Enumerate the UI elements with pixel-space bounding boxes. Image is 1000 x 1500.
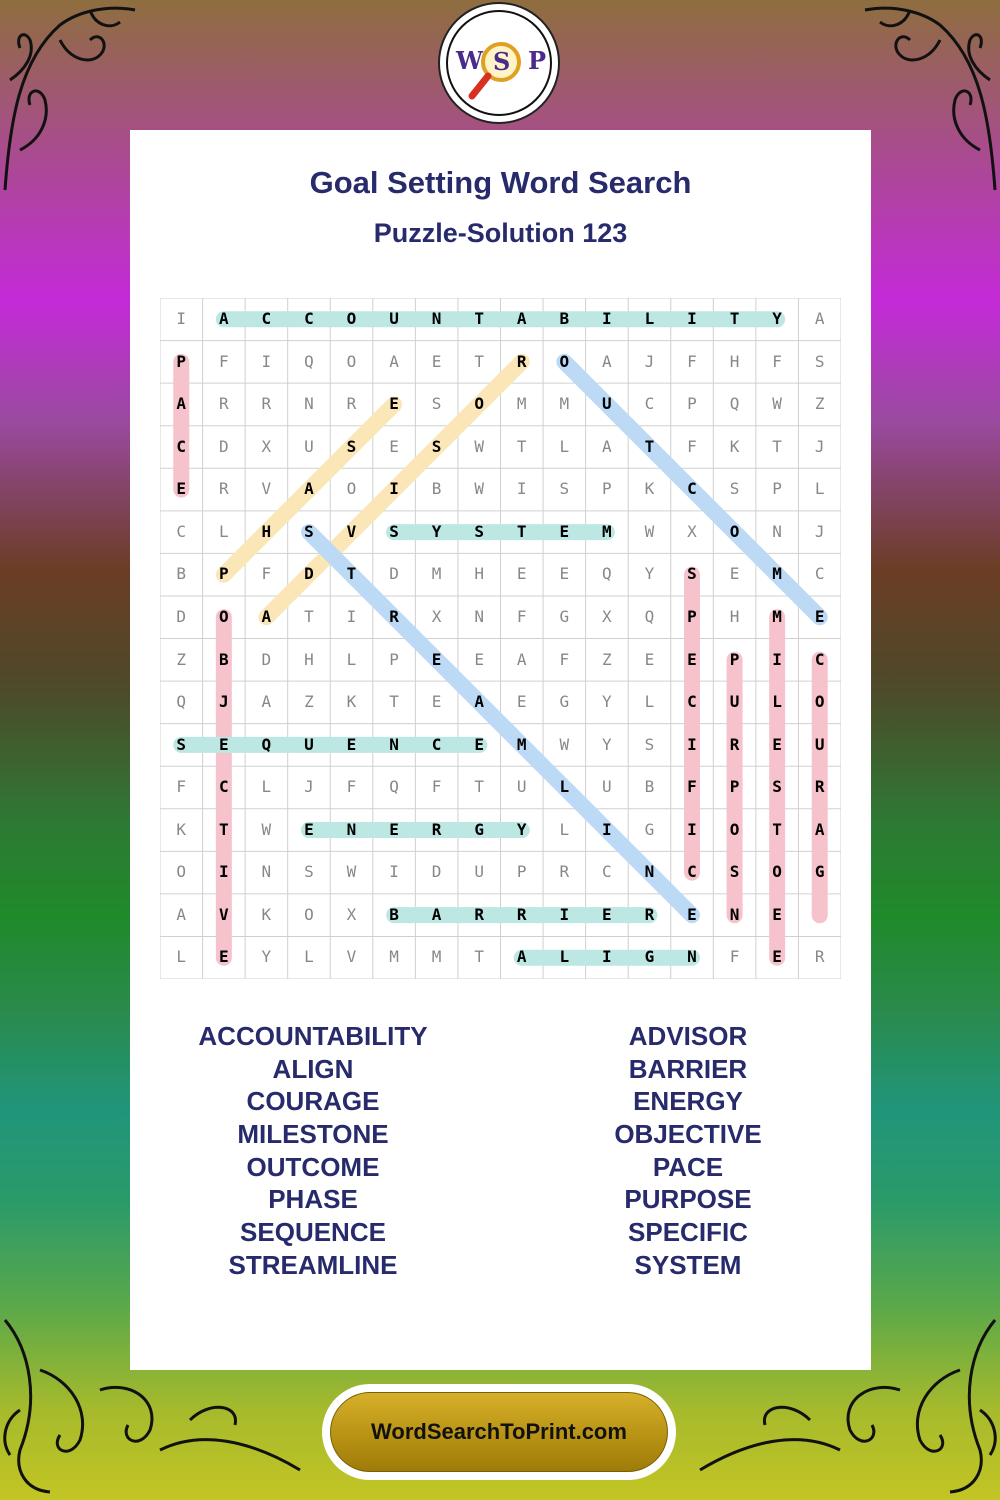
grid-cell[interactable]: O [729,819,740,839]
grid-cell[interactable]: U [516,777,527,797]
grid-cell[interactable]: A [261,606,272,626]
grid-cell[interactable]: A [176,394,187,414]
grid-cell[interactable]: O [176,862,187,882]
grid-cell[interactable]: B [559,309,570,328]
grid-cell[interactable]: C [176,436,187,456]
grid-cell[interactable]: E [772,947,782,967]
grid-cell[interactable]: T [772,436,782,456]
grid-cell[interactable]: J [644,351,655,371]
grid-cell[interactable]: Y [602,692,612,712]
website-url: WordSearchToPrint.com [371,1419,627,1444]
grid-cell[interactable]: A [431,904,442,924]
grid-cell[interactable]: S [304,521,314,541]
grid-cell[interactable]: T [346,564,357,584]
grid-cell[interactable]: T [474,351,484,371]
grid-cell[interactable]: E [346,734,357,754]
grid-cell[interactable]: R [389,606,399,626]
grid-cell[interactable]: K [261,904,272,924]
grid-cell[interactable]: S [176,734,187,754]
grid-cell[interactable]: K [644,479,655,499]
grid-cell[interactable]: W [474,436,484,456]
grid-cell[interactable]: C [644,394,655,414]
grid-cell[interactable]: A [516,947,527,967]
grid-cell[interactable]: A [474,692,484,712]
grid-cell[interactable]: D [218,436,229,456]
grid-cell[interactable]: N [644,862,655,882]
grid-cell[interactable]: P [218,564,229,584]
grid-cell[interactable]: N [389,734,399,754]
grid-cell[interactable]: I [218,862,229,882]
grid-cell[interactable]: D [304,564,314,584]
grid-cell[interactable]: Q [644,606,655,626]
logo-ring [446,10,552,116]
grid-cell[interactable]: W [644,521,655,541]
grid-cell[interactable]: N [474,606,484,626]
grid-cell[interactable]: G [644,947,655,967]
grid-cell[interactable]: P [602,479,612,499]
grid-cell[interactable]: H [304,649,314,669]
grid-cell[interactable]: M [772,606,782,626]
word-list-item: SPECIFIC [628,1217,748,1248]
grid-cell[interactable]: U [304,734,314,754]
grid-cell[interactable]: R [474,904,484,924]
grid-cell[interactable]: A [516,649,527,669]
grid-cell[interactable]: T [389,692,399,712]
grid-cell[interactable]: S [644,734,655,754]
grid-cell[interactable]: D [176,606,187,626]
grid-cell[interactable]: Y [602,734,612,754]
grid-cell[interactable]: F [176,777,187,797]
grid-cell[interactable]: A [304,479,314,499]
grid-cell[interactable]: T [474,777,484,797]
grid-cell[interactable]: I [176,309,187,328]
grid-cell[interactable]: M [772,564,782,584]
grid-cell[interactable]: E [218,947,229,967]
grid-cell[interactable]: E [389,436,399,456]
grid-cell[interactable]: Q [729,394,740,414]
grid-cell[interactable]: S [559,479,570,499]
grid-cell[interactable]: F [729,947,740,967]
grid-cell[interactable]: L [304,947,314,967]
grid-cell[interactable]: H [729,606,740,626]
grid-cell[interactable]: P [687,606,697,626]
grid-cell[interactable]: L [559,436,570,456]
grid-cell[interactable]: T [516,521,527,541]
grid-cell[interactable]: S [474,521,484,541]
logo-letter-p: P [528,46,547,75]
grid-cell[interactable]: P [772,479,782,499]
grid-cell[interactable]: U [304,436,314,456]
grid-cell[interactable]: M [602,521,612,541]
grid-cell[interactable]: E [814,606,825,626]
grid-cell[interactable]: R [346,394,357,414]
word-list-item: PURPOSE [624,1184,752,1215]
grid-cell[interactable]: N [431,309,442,328]
word-list-left [148,1020,478,1282]
grid-cell[interactable]: L [176,947,187,967]
grid-cell[interactable]: S [687,564,697,584]
word-list-item: BARRIER [628,1053,748,1084]
word-list-item: OUTCOME [246,1151,380,1182]
word-list-item: COURAGE [246,1086,380,1117]
grid-cell[interactable]: A [814,309,825,328]
grid-cell[interactable]: E [389,394,399,414]
grid-cell[interactable]: F [346,777,357,797]
grid-cell[interactable]: Y [772,309,782,328]
grid-cell[interactable]: F [559,649,570,669]
grid-cell[interactable]: R [261,394,272,414]
logo-letter-s: S [493,47,511,76]
grid-cell[interactable]: I [389,479,399,499]
grid-cell[interactable]: Q [176,692,187,712]
grid-cell[interactable]: V [218,904,229,924]
grid-cell[interactable]: Z [602,649,612,669]
grid-cell[interactable]: Q [389,777,399,797]
grid-cell[interactable]: C [687,479,697,499]
grid-cell[interactable]: B [431,479,442,499]
grid-cell[interactable]: A [814,819,825,839]
word-search-grid [160,298,841,979]
grid-cell[interactable]: E [474,649,484,669]
grid-cell[interactable]: R [814,947,825,967]
grid-cell[interactable]: S [431,394,442,414]
grid-cell[interactable]: L [559,819,570,839]
grid-cell[interactable]: S [729,862,740,882]
grid-cell[interactable]: S [772,777,782,797]
grid-cell[interactable]: E [389,819,399,839]
grid-cell[interactable]: I [687,819,697,839]
grid-cell[interactable]: I [261,351,272,371]
grid-cell[interactable]: E [516,564,527,584]
grid-cell[interactable]: X [261,436,272,456]
corner-ornament-top-left [0,0,140,200]
grid-cell[interactable]: W [559,734,570,754]
grid-cell[interactable]: W [772,394,782,414]
grid-cell[interactable]: V [261,479,272,499]
grid-cell[interactable]: M [431,564,442,584]
grid-cell[interactable]: H [261,521,272,541]
grid-cell[interactable]: R [729,734,740,754]
grid-cell[interactable]: T [218,819,229,839]
grid-cell[interactable]: U [602,777,612,797]
grid-cell[interactable]: F [261,564,272,584]
grid-cell[interactable]: A [218,309,229,328]
grid-cell[interactable]: E [474,734,484,754]
grid-cell[interactable]: I [602,819,612,839]
logo-letter-w: W [456,46,483,75]
grid-cell[interactable]: M [516,394,527,414]
grid-cell[interactable]: E [176,479,187,499]
grid-cell[interactable]: L [559,777,570,797]
grid-cell[interactable]: L [644,309,655,328]
grid-cell[interactable]: E [431,351,442,371]
grid-cell[interactable]: T [474,947,484,967]
grid-cell[interactable]: I [687,309,697,328]
grid-cell[interactable]: F [431,777,442,797]
grid-cell[interactable]: T [516,436,527,456]
grid-cell[interactable]: T [304,606,314,626]
page-title: Goal Setting Word Search [309,165,692,200]
grid-cell[interactable]: E [687,649,697,669]
grid-cell[interactable]: G [644,819,655,839]
grid-cell[interactable]: B [389,904,399,924]
grid-cell[interactable]: E [559,521,570,541]
grid-cell[interactable]: R [431,819,442,839]
grid-cell[interactable]: T [772,819,782,839]
website-button[interactable] [322,1384,676,1480]
grid-cell[interactable]: M [389,947,399,967]
grid-cell[interactable]: U [474,862,484,882]
grid-cell[interactable]: Z [814,394,825,414]
grid-cell[interactable]: T [644,436,655,456]
grid-cell[interactable]: O [218,606,229,626]
grid-cell[interactable]: E [644,649,655,669]
grid-cell[interactable]: C [176,521,187,541]
grid-cell[interactable]: S [304,862,314,882]
grid-cell[interactable]: I [346,606,357,626]
grid-cell[interactable]: I [772,649,782,669]
grid-cell[interactable]: Q [602,564,612,584]
grid-cell[interactable]: D [261,649,272,669]
grid-cell[interactable]: F [687,436,697,456]
grid-cell[interactable]: J [218,692,229,712]
grid-cell[interactable]: C [431,734,442,754]
grid-cell[interactable]: M [431,947,442,967]
grid-cell[interactable]: C [261,309,272,328]
word-list-item: SYSTEM [634,1249,742,1280]
word-list-right [523,1020,853,1282]
grid-cell[interactable]: I [389,862,399,882]
grid-cell[interactable]: L [346,649,357,669]
grid-cell[interactable]: A [602,436,612,456]
grid-cell[interactable]: W [346,862,357,882]
grid-cell[interactable]: B [176,564,187,584]
grid-cell[interactable]: R [559,862,570,882]
grid-cell[interactable]: N [261,862,272,882]
grid-cell[interactable]: K [346,692,357,712]
word-list-item: OBJECTIVE [614,1119,762,1150]
grid-cell[interactable]: I [602,947,612,967]
grid-cell[interactable]: G [559,606,570,626]
grid-cell[interactable]: W [474,479,484,499]
grid-cell[interactable]: Y [644,564,655,584]
grid-cell[interactable]: E [431,649,442,669]
grid-cell[interactable]: Z [304,692,314,712]
grid-cell[interactable]: L [218,521,229,541]
grid-cell[interactable]: J [814,521,825,541]
grid-cell[interactable]: P [176,351,187,371]
grid-cell[interactable]: E [602,904,612,924]
grid-cell[interactable]: R [814,777,825,797]
grid-cell[interactable]: A [602,351,612,371]
word-list-item: MILESTONE [237,1119,389,1150]
grid-cell[interactable]: A [176,904,187,924]
grid-cell[interactable]: P [516,862,527,882]
grid-cell[interactable]: F [687,351,697,371]
grid-cell[interactable]: E [772,904,782,924]
grid-cell[interactable]: A [389,351,399,371]
grid-cell[interactable]: O [729,521,740,541]
grid-cell[interactable]: E [431,692,442,712]
grid-cell[interactable]: G [559,692,570,712]
grid-cell[interactable]: U [814,734,825,754]
grid-cell[interactable]: S [729,479,740,499]
grid-cell[interactable]: K [176,819,187,839]
grid-cell[interactable]: R [644,904,655,924]
grid-cell[interactable]: X [602,606,612,626]
grid-cell[interactable]: A [516,309,527,328]
grid-cell[interactable]: B [218,649,229,669]
grid-cell[interactable]: Q [304,351,314,371]
word-list-item: PACE [652,1151,724,1182]
grid-cell[interactable]: X [346,904,357,924]
grid-cell[interactable]: O [474,394,484,414]
grid-cell[interactable]: S [389,521,399,541]
grid-cell[interactable]: R [516,904,527,924]
grid-cell[interactable]: I [602,309,612,328]
word-list-item: PHASE [268,1184,358,1215]
grid-cell[interactable]: P [729,777,740,797]
grid-cell[interactable]: R [218,394,229,414]
grid-cell[interactable]: N [772,521,782,541]
grid-cell[interactable]: Q [261,734,272,754]
grid-cell[interactable]: L [814,479,825,499]
grid-cell[interactable]: O [814,692,825,712]
grid-cell[interactable]: H [729,351,740,371]
grid-cell[interactable]: B [644,777,655,797]
grid-cell[interactable]: E [516,692,527,712]
grid-cell[interactable]: E [687,904,697,924]
grid-cell[interactable]: M [559,394,570,414]
grid-cell[interactable]: C [687,862,697,882]
grid-cell[interactable]: L [559,947,570,967]
word-list-item: ADVISOR [628,1021,748,1051]
grid-cell[interactable]: C [814,649,825,669]
grid-cell[interactable]: P [687,394,697,414]
word-list-item: ENERGY [633,1086,743,1117]
grid-cell[interactable]: Z [176,649,187,669]
grid-cell[interactable]: T [474,309,484,328]
grid-cell[interactable]: S [346,436,357,456]
grid-cell[interactable]: U [729,692,740,712]
website-button-face [330,1392,668,1472]
grid-cell[interactable]: L [644,692,655,712]
grid-cell[interactable]: O [346,479,357,499]
grid-cell[interactable]: C [687,692,697,712]
grid-cell[interactable]: I [559,904,570,924]
grid-cell[interactable]: I [516,479,527,499]
corner-ornament-top-right [860,0,1000,200]
grid-cell[interactable]: F [772,351,782,371]
grid-cell[interactable]: L [261,777,272,797]
grid-cell[interactable]: N [729,904,740,924]
grid-cell[interactable]: D [431,862,442,882]
grid-cell[interactable]: R [218,479,229,499]
grid-cell[interactable]: U [389,309,399,328]
grid-cell[interactable]: V [346,521,357,541]
grid-cell[interactable]: G [474,819,484,839]
word-list-item: ALIGN [272,1053,354,1084]
grid-cell[interactable]: M [516,734,527,754]
grid-cell[interactable]: R [516,351,527,371]
grid-cell[interactable]: P [389,649,399,669]
grid-cell[interactable]: P [729,649,740,669]
grid-cell[interactable]: O [346,309,357,328]
grid-cell[interactable]: I [687,734,697,754]
grid-cell[interactable]: G [814,862,825,882]
site-logo[interactable] [438,2,560,124]
grid-cell[interactable]: O [559,351,570,371]
grid-cell[interactable]: X [431,606,442,626]
grid-cell[interactable]: E [772,734,782,754]
grid-cell[interactable]: S [814,351,825,371]
grid-cell[interactable]: H [474,564,484,584]
grid-cell[interactable]: F [687,777,697,797]
grid-cell[interactable]: C [602,862,612,882]
grid-cell[interactable]: F [218,351,229,371]
grid-cell[interactable]: N [304,394,314,414]
word-list-item: SEQUENCE [240,1217,386,1248]
grid-cell[interactable]: E [218,734,229,754]
grid-cell[interactable]: A [261,692,272,712]
grid-cell[interactable]: O [772,862,782,882]
grid-cell[interactable]: Y [261,947,272,967]
grid-cell[interactable]: J [814,436,825,456]
grid-cell[interactable]: N [346,819,357,839]
grid-cell[interactable]: D [389,564,399,584]
grid-cell[interactable]: Y [516,819,527,839]
grid-cell[interactable]: X [687,521,697,541]
word-list-item: STREAMLINE [228,1249,398,1280]
grid-cell[interactable]: O [304,904,314,924]
grid-cell[interactable]: T [729,309,740,328]
grid-cell[interactable]: C [218,777,229,797]
grid-cell[interactable]: S [431,436,442,456]
grid-cell[interactable]: C [304,309,314,328]
grid-cell[interactable]: C [814,564,825,584]
grid-cell[interactable]: E [304,819,314,839]
grid-cell[interactable]: W [261,819,272,839]
grid-cell[interactable]: K [729,436,740,456]
grid-cell[interactable]: O [346,351,357,371]
grid-cell[interactable]: Y [431,521,442,541]
grid-cell[interactable]: L [772,692,782,712]
grid-cell[interactable]: N [687,947,697,967]
grid-cell[interactable]: E [729,564,740,584]
puzzle-subtitle: Puzzle-Solution 123 [373,218,628,248]
grid-cell[interactable]: U [602,394,612,414]
word-list-item: ACCOUNTABILITY [198,1021,428,1051]
grid-cell[interactable]: V [346,947,357,967]
grid-cell[interactable]: F [516,606,527,626]
grid-cell[interactable]: J [304,777,314,797]
grid-cell[interactable]: E [559,564,570,584]
